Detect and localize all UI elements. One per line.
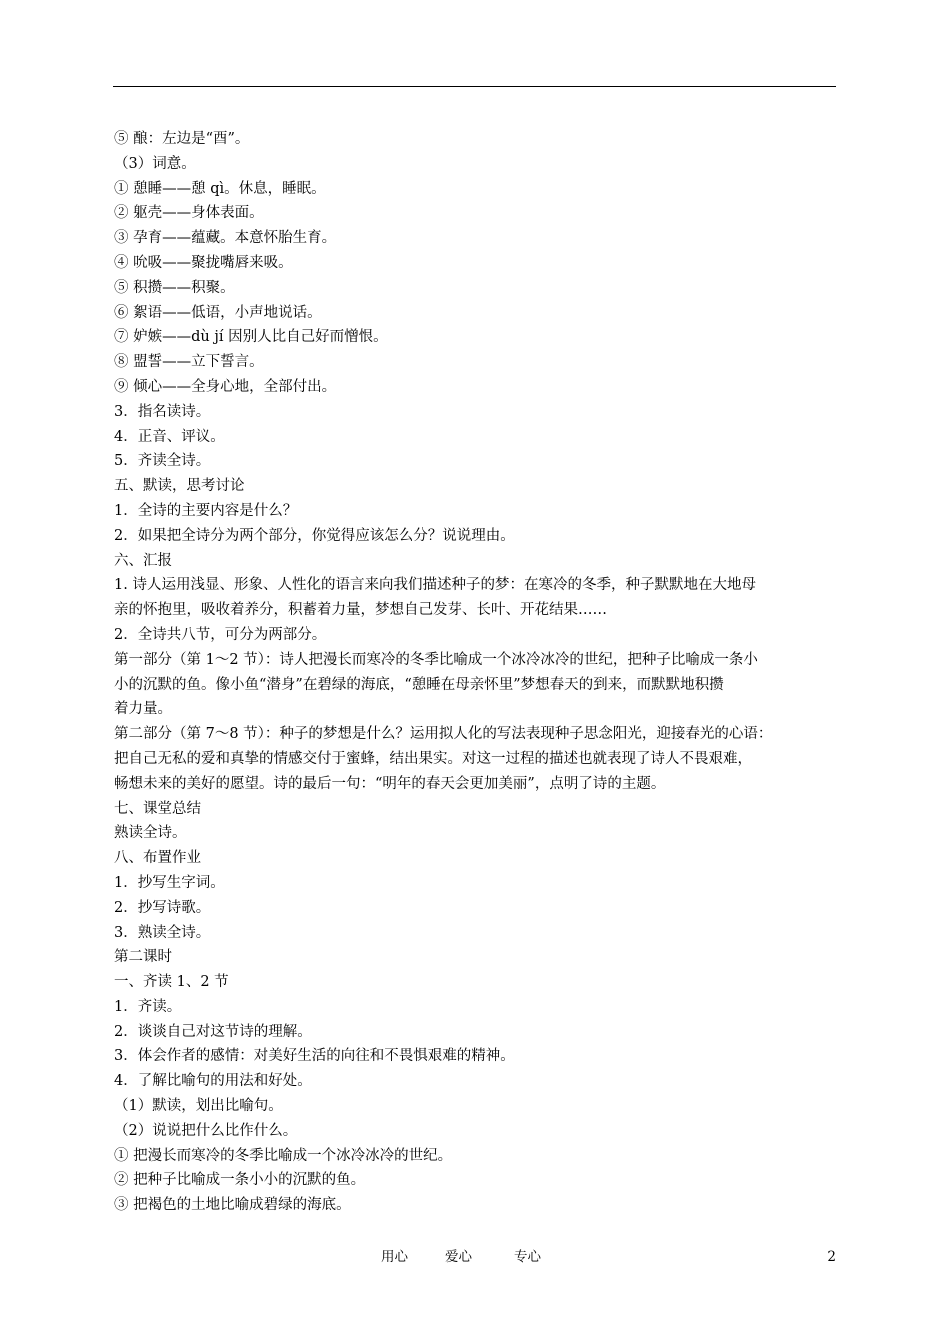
text-line: （1）默读，划出比喻句。 (114, 1098, 283, 1115)
text-line: ⑤ 酿：左边是“酉”。 (114, 131, 250, 147)
section-heading: 一、齐读 1、2 节 (114, 974, 229, 991)
text-line: 熟读全诗。 (114, 825, 187, 842)
section-heading: 七、课堂总结 (114, 800, 201, 817)
section-heading: 八、布置作业 (114, 850, 201, 867)
text-line: （2）说说把什么比作什么。 (114, 1122, 298, 1139)
text-line: 3．体会作者的感情：对美好生活的向往和不畏惧艰难的精神。 (114, 1048, 515, 1065)
page-number: 2 (827, 1249, 836, 1265)
text-line: 4．了解比喻句的用法和好处。 (114, 1073, 312, 1090)
text-line: 4．正音、评议。 (114, 428, 225, 445)
text-line: 第二部分（第 7～8 节）：种子的梦想是什么？运用拟人化的写法表现种子思念阳光，迎接春光的心语： (114, 726, 773, 743)
section-heading: 第二课时 (114, 949, 172, 966)
text-line: ③ 把褐色的土地比喻成碧绿的海底。 (114, 1197, 351, 1214)
text-line: 2．谈谈自己对这节诗的理解。 (114, 1023, 312, 1040)
text-line: ① 把漫长而寒冷的冬季比喻成一个冰冷冰冷的世纪。 (114, 1147, 453, 1164)
text-line: 1．齐读。 (114, 998, 182, 1015)
text-line: ⑦ 妒嫉——dù jí 因别人比自己好而憎恨。 (114, 329, 388, 346)
text-line: 2．如果把全诗分为两个部分，你觉得应该怎么分？说说理由。 (114, 527, 515, 544)
document-body (114, 127, 837, 1218)
header-rule (113, 86, 836, 87)
text-line: 着力量。 (114, 701, 172, 718)
text-line: ⑥ 絮语——低语，小声地说话。 (114, 304, 322, 321)
text-line: 5．齐读全诗。 (114, 453, 211, 470)
text-line: 小的沉默的鱼。像小鱼“潜身”在碧绿的海底，“憩睡在母亲怀里”梦想春天的到来，而默默地积攒 (114, 676, 724, 693)
footer-label: 专心 (514, 1249, 541, 1265)
section-heading: 六、汇报 (114, 552, 172, 569)
footer-label: 用心 (381, 1249, 408, 1265)
text-line: 1．抄写生字词。 (114, 874, 225, 891)
text-line: 把自己无私的爱和真挚的情感交付于蜜蜂，结出果实。对这一过程的描述也就表现了诗人不畏艰难， (114, 750, 752, 767)
text-line: ⑨ 倾心——全身心地，全部付出。 (114, 378, 337, 395)
text-line: 亲的怀抱里，吸收着养分，积蓄着力量，梦想自己发芽、长叶、开花结果…… (114, 602, 607, 619)
section-heading: 五、默读，思考讨论 (114, 478, 245, 495)
text-line: 2．全诗共八节，可分为两部分。 (114, 626, 327, 643)
footer-label: 爱心 (445, 1249, 472, 1265)
text-line: ② 躯壳——身体表面。 (114, 205, 264, 222)
text-line: 2．抄写诗歌。 (114, 899, 211, 916)
text-line: ④ 吮吸——聚拢嘴唇来吸。 (114, 254, 293, 271)
text-line: 3．熟读全诗。 (114, 924, 211, 941)
text-line: ② 把种子比喻成一条小小的沉默的鱼。 (114, 1172, 366, 1189)
text-line: ⑧ 盟誓——立下誓言。 (114, 354, 264, 371)
text-line: 第一部分（第 1～2 节）：诗人把漫长而寒冷的冬季比喻成一个冰冷冰冷的世纪，把种子比喻成一条小 (114, 651, 758, 668)
text-line: ③ 孕育——蕴藏。本意怀胎生育。 (114, 230, 337, 247)
text-line: 3．指名读诗。 (114, 403, 211, 420)
text-line: 1．全诗的主要内容是什么？ (114, 502, 298, 519)
text-line: ⑤ 积攒——积聚。 (114, 279, 235, 296)
text-line: ① 憩睡——憩 qì。休息，睡眠。 (114, 180, 326, 197)
text-line: 畅想未来的美好的愿望。诗的最后一句：“明年的春天会更加美丽”，点明了诗的主题。 (114, 775, 666, 792)
text-line: （3）词意。 (114, 155, 196, 172)
text-line: 1. 诗人运用浅显、形象、人性化的语言来向我们描述种子的梦：在寒冷的冬季，种子默默地在大地母 (114, 577, 756, 594)
